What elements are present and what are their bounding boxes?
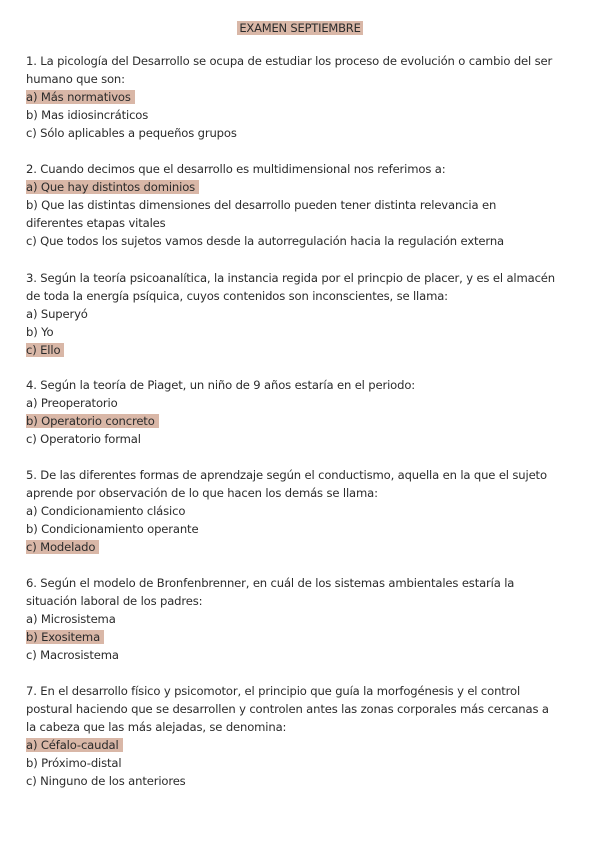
question-7 xyxy=(26,682,578,790)
question-stem: 6. Según el modelo de Bronfenbrenner, en cuál de los sistemas ambientales estaría la xyxy=(26,576,515,590)
answer-option: b) Próximo-distal xyxy=(26,756,122,770)
answer-option: b) Mas idiosincráticos xyxy=(26,108,149,122)
question-stem: de toda la energía psíquica, cuyos contenidos son inconscientes, se llama: xyxy=(26,289,448,303)
question-5 xyxy=(26,466,578,556)
answer-option: b) Yo xyxy=(26,325,54,339)
question-stem: 4. Según la teoría de Piaget, un niño de 9 años estaría en el periodo: xyxy=(26,378,416,392)
answer-option: c) Macrosistema xyxy=(26,648,119,662)
answer-option: a) Que hay distintos dominios xyxy=(26,180,199,194)
answer-option: b) Condicionamiento operante xyxy=(26,522,199,536)
answer-option: c) Que todos los sujetos vamos desde la autorregulación hacia la regulación externa xyxy=(26,234,504,248)
question-2 xyxy=(26,160,578,250)
answer-option: a) Céfalo-caudal xyxy=(26,738,123,752)
question-stem: 7. En el desarrollo físico y psicomotor, el principio que guía la morfogénesis y el control xyxy=(26,684,521,698)
answer-option: a) Condicionamiento clásico xyxy=(26,504,186,518)
answer-option: c) Sólo aplicables a pequeños grupos xyxy=(26,126,237,140)
question-stem: 3. Según la teoría psicoanalítica, la instancia regida por el princpio de placer, y es el almacén xyxy=(26,271,555,285)
question-stem: humano que son: xyxy=(26,72,125,86)
question-6 xyxy=(26,574,578,664)
answer-option: a) Más normativos xyxy=(26,90,135,104)
answer-option: c) Ello xyxy=(26,343,64,357)
question-1 xyxy=(26,52,578,142)
question-4 xyxy=(26,376,578,448)
title-container xyxy=(0,17,600,36)
answer-option: c) Modelado xyxy=(26,540,99,554)
answer-option: c) Operatorio formal xyxy=(26,432,141,446)
question-stem: situación laboral de los padres: xyxy=(26,594,203,608)
answer-option: a) Superyó xyxy=(26,307,88,321)
answer-option: c) Ninguno de los anteriores xyxy=(26,774,186,788)
answer-option: b) Que las distintas dimensiones del desarrollo pueden tener distinta relevancia en xyxy=(26,198,497,212)
question-stem: 5. De las diferentes formas de aprendzaje según el conductismo, aquella en la que el sujeto xyxy=(26,468,547,482)
question-stem: la cabeza que las más alejadas, se denomina: xyxy=(26,720,287,734)
answer-option: diferentes etapas vitales xyxy=(26,216,166,230)
answer-option: a) Preoperatorio xyxy=(26,396,118,410)
answer-option: b) Operatorio concreto xyxy=(26,414,159,428)
question-stem: postural haciendo que se desarrollen y controlen antes las zonas corporales más cercanas a xyxy=(26,702,549,716)
page-title: EXAMEN SEPTIEMBRE xyxy=(239,21,361,35)
answer-option: a) Microsistema xyxy=(26,612,116,626)
question-stem: 2. Cuando decimos que el desarrollo es multidimensional nos referimos a: xyxy=(26,162,446,176)
question-3 xyxy=(26,269,578,359)
question-stem: 1. La picología del Desarrollo se ocupa de estudiar los proceso de evolución o cambio del ser xyxy=(26,54,553,68)
question-stem: aprende por observación de lo que hacen los demás se llama: xyxy=(26,486,378,500)
answer-option: b) Exositema xyxy=(26,630,104,644)
